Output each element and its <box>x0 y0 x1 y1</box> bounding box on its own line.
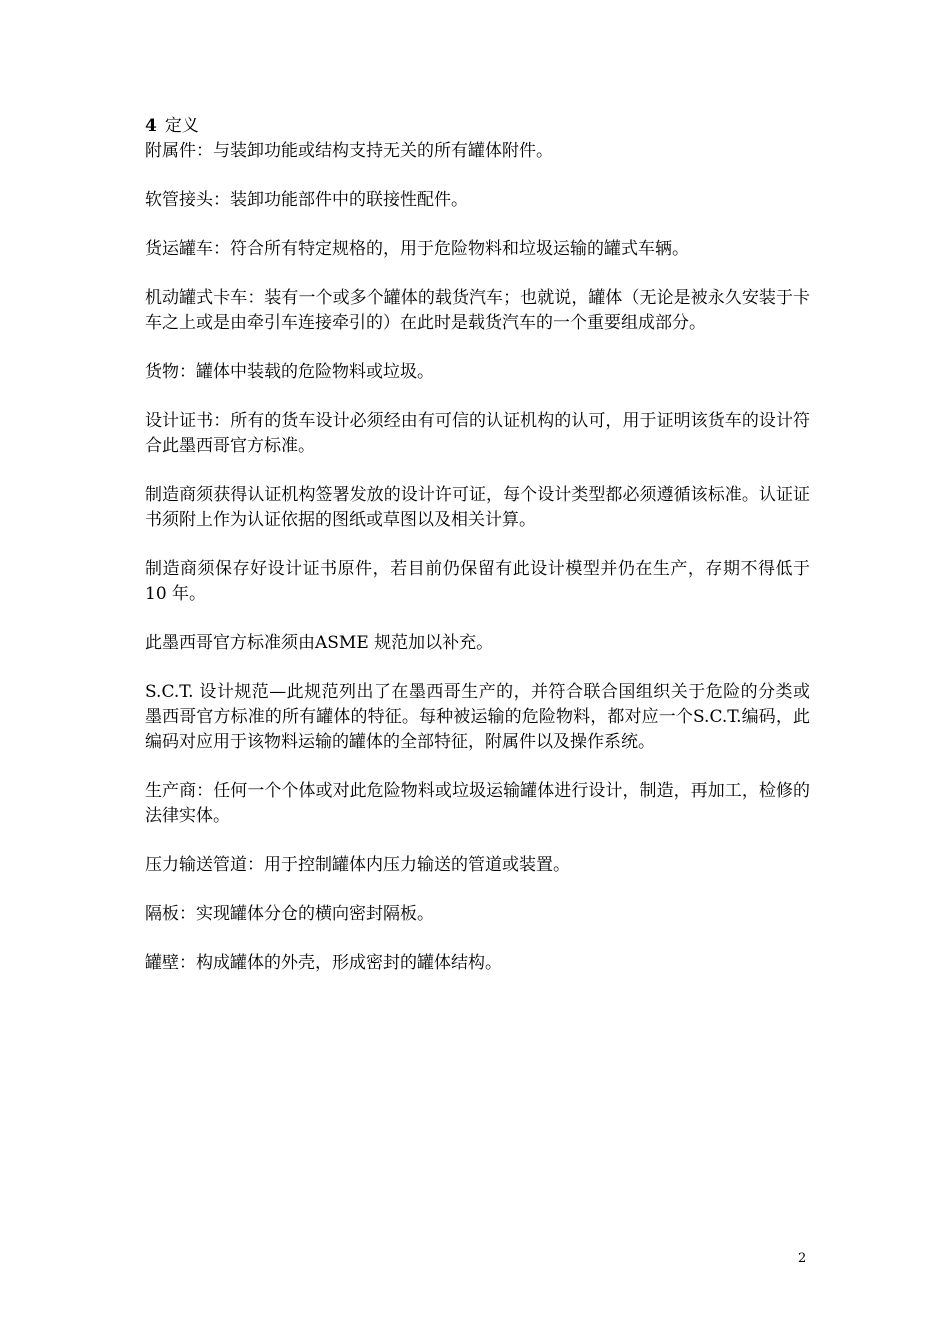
paragraph: 生产商：任何一个个体或对此危险物料或垃圾运输罐体进行设计，制造，再加工，检修的法律实体。 <box>145 781 810 826</box>
paragraph: 货物：罐体中装载的危险物料或垃圾。 <box>145 362 434 382</box>
paragraph: 设计证书：所有的货车设计必须经由有可信的认证机构的认可，用于证明该货车的设计符合此墨西哥官方标准。 <box>145 411 810 456</box>
paragraph: 罐壁：构成罐体的外壳，形成密封的罐体结构。 <box>145 953 502 973</box>
document-page <box>145 114 810 1000</box>
paragraph: 货运罐车：符合所有特定规格的，用于危险物料和垃圾运输的罐式车辆。 <box>145 239 689 259</box>
paragraph: 制造商须保存好设计证书原件，若目前仍保留有此设计模型并仍在生产，存期不得低于 10 年。 <box>145 559 810 604</box>
paragraph: 附属件：与装卸功能或结构支持无关的所有罐体附件。 <box>145 141 553 161</box>
paragraph: 制造商须获得认证机构签署发放的设计许可证，每个设计类型都必须遵循该标准。认证证书须附上作为认证依据的图纸或草图以及相关计算。 <box>145 485 810 530</box>
paragraph: 压力输送管道：用于控制罐体内压力输送的管道或装置。 <box>145 855 570 875</box>
paragraph: S.C.T. 设计规范—此规范列出了在墨西哥生产的，并符合联合国组织关于危险的分类或墨西哥官方标准的所有罐体的特征。每种被运输的危险物料，都对应一个S.C.T.编码，此编码对应用于该物料运输的罐体的全部特征，附属件以及操作系统。 <box>145 682 810 752</box>
section-number: 4 <box>145 116 157 136</box>
section-title: 定义 <box>164 116 199 136</box>
page-number: 2 <box>798 1251 807 1266</box>
section-heading <box>145 114 810 139</box>
paragraph: 软管接头：装卸功能部件中的联接性配件。 <box>145 190 468 210</box>
paragraph: 隔板：实现罐体分仓的横向密封隔板。 <box>145 904 434 924</box>
paragraph: 此墨西哥官方标准须由ASME 规范加以补充。 <box>145 633 494 653</box>
paragraph: 机动罐式卡车：装有一个或多个罐体的载货汽车；也就说，罐体（无论是被永久安装于卡车之上或是由牵引车连接牵引的）在此时是载货汽车的一个重要组成部分。 <box>145 288 810 333</box>
